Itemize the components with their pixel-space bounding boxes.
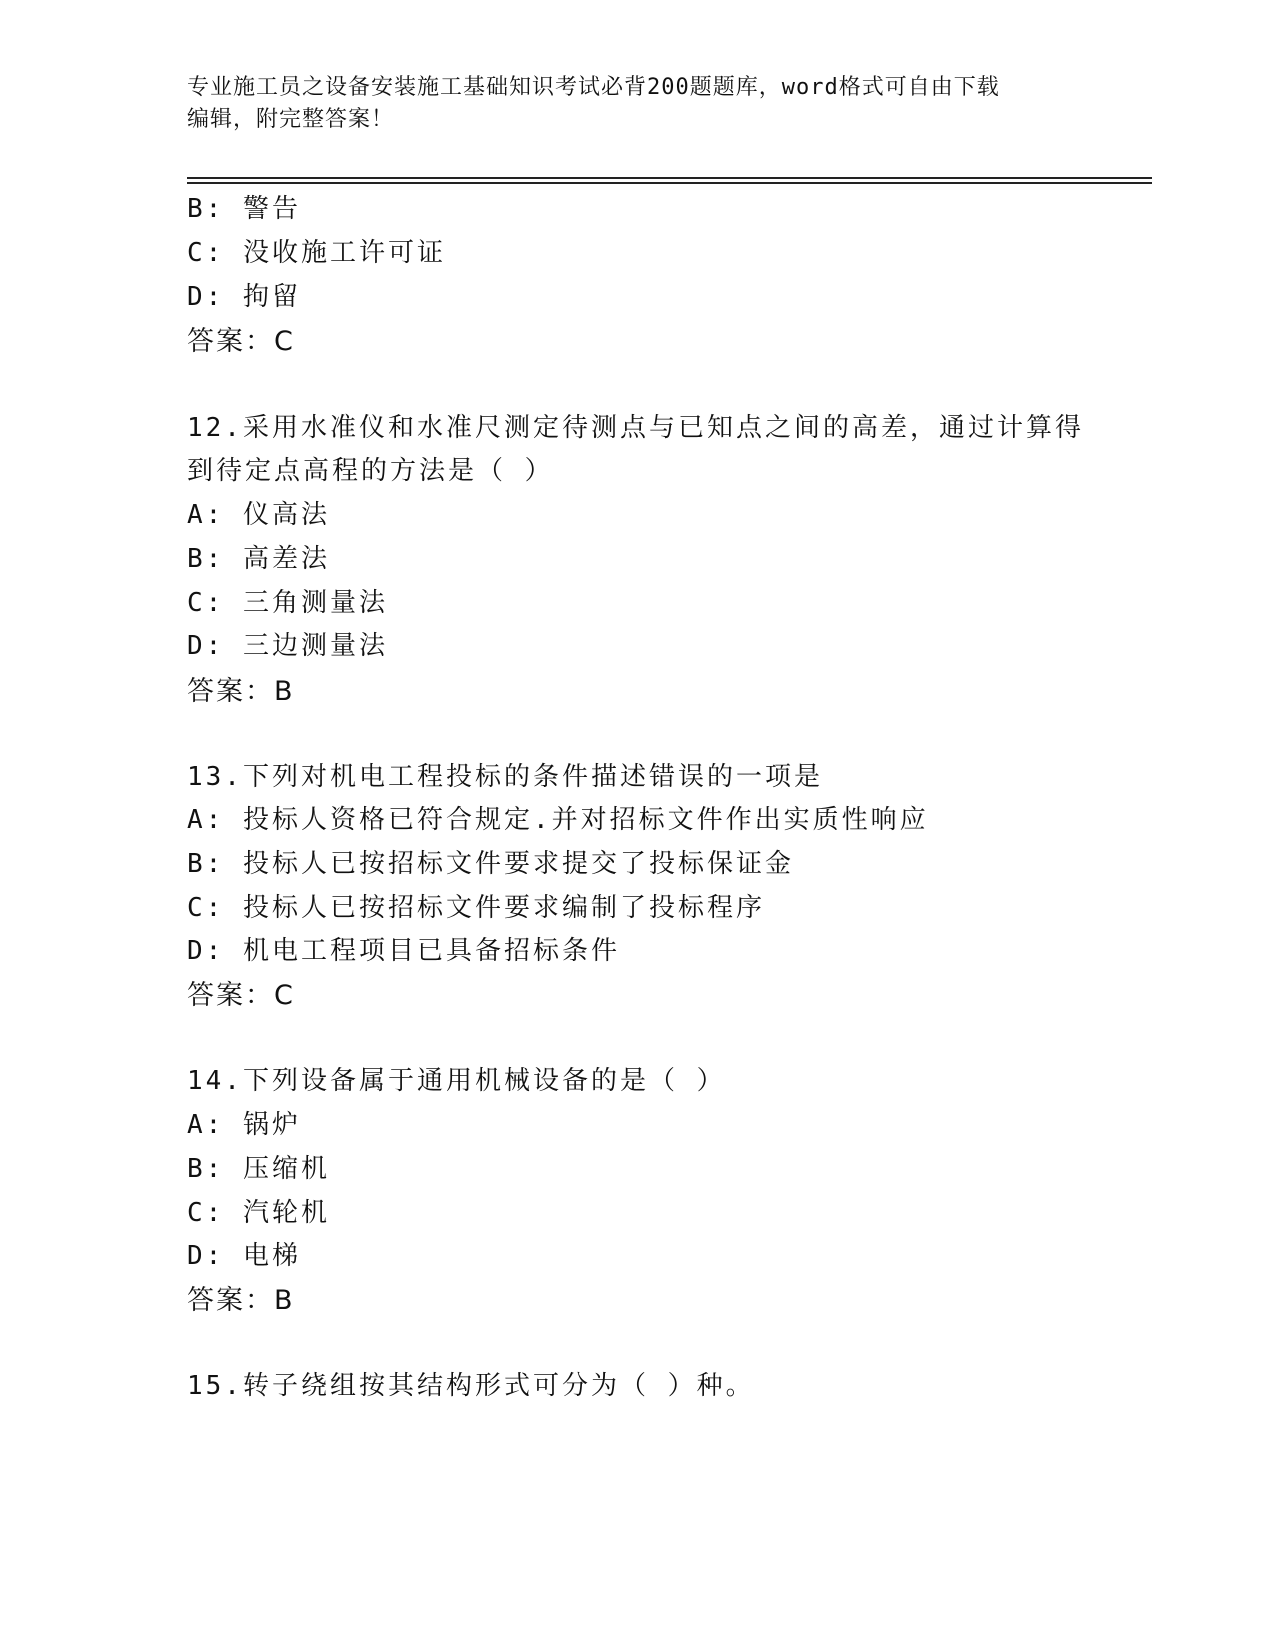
question-13-answer: 答案：C bbox=[187, 980, 295, 1011]
header-divider-top bbox=[187, 177, 1152, 179]
question-14-answer: 答案：B bbox=[187, 1285, 295, 1316]
question-12-stem-line-2: 到待定点高程的方法是（ ） bbox=[187, 456, 554, 486]
question-12-answer: 答案：B bbox=[187, 676, 295, 707]
question-13-option-a: A: 投标人资格已符合规定.并对招标文件作出实质性响应 bbox=[187, 805, 929, 835]
header-divider-bottom bbox=[187, 182, 1152, 184]
header-title-line-1: 专业施工员之设备安装施工基础知识考试必背200题题库，word格式可自由下载 bbox=[187, 75, 1000, 100]
question-12-stem-line-1: 12.采用水准仪和水准尺测定待测点与已知点之间的高差，通过计算得 bbox=[187, 413, 1084, 443]
question-14-option-a: A: 锅炉 bbox=[187, 1110, 301, 1140]
option-d: D: 拘留 bbox=[187, 282, 301, 312]
question-14-option-b: B: 压缩机 bbox=[187, 1154, 330, 1184]
question-13-option-c: C: 投标人已按招标文件要求编制了投标程序 bbox=[187, 893, 765, 923]
question-12-option-c: C: 三角测量法 bbox=[187, 588, 388, 618]
question-13-stem: 13.下列对机电工程投标的条件描述错误的一项是 bbox=[187, 762, 823, 792]
option-b: B: 警告 bbox=[187, 194, 301, 224]
answer-line: 答案：C bbox=[187, 326, 295, 357]
question-14-option-c: C: 汽轮机 bbox=[187, 1198, 330, 1228]
question-12-option-d: D: 三边测量法 bbox=[187, 631, 388, 661]
question-15-stem: 15.转子绕组按其结构形式可分为（ ）种。 bbox=[187, 1371, 755, 1401]
question-13-option-d: D: 机电工程项目已具备招标条件 bbox=[187, 936, 620, 966]
question-13-option-b: B: 投标人已按招标文件要求提交了投标保证金 bbox=[187, 849, 794, 879]
header-title-line-2: 编辑，附完整答案！ bbox=[187, 107, 395, 132]
question-14-stem: 14.下列设备属于通用机械设备的是（ ） bbox=[187, 1066, 726, 1096]
question-12-option-b: B: 高差法 bbox=[187, 544, 330, 574]
question-14-option-d: D: 电梯 bbox=[187, 1241, 301, 1271]
document-header bbox=[187, 72, 1067, 136]
question-12-option-a: A: 仪高法 bbox=[187, 500, 330, 530]
option-c: C: 没收施工许可证 bbox=[187, 238, 446, 268]
